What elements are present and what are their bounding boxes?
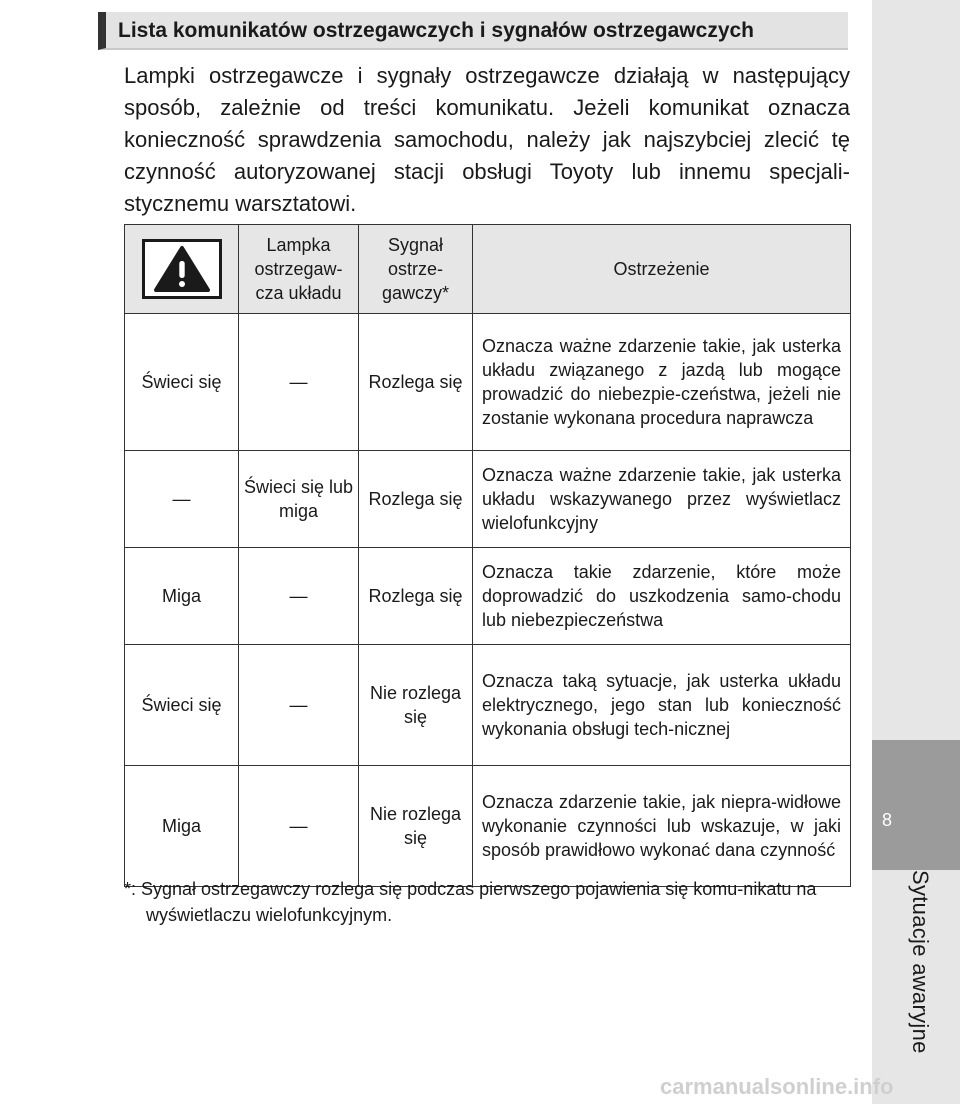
intro-paragraph: Lampki ostrzegawcze i sygnały ostrzegawcze działają w następujący sposób, zależnie od treści komunikatu. Jeżeli komunikat oznacza konieczność sprawdzenia samochodu, należy jak najszybciej zlecić tę czynność autoryzowanej stacji obsługi Toyoty lub innemu specjali-stycznemu warsztatowi. (124, 63, 850, 216)
cell-lamp-state: — (239, 766, 359, 887)
cell-signal-state: Nie rozlega się (359, 645, 473, 766)
section-title: Lista komunikatów ostrzegawczych i sygnałów ostrzegawczych (98, 12, 848, 50)
header-icon-cell (125, 225, 239, 314)
cell-signal-state: Rozlega się (359, 451, 473, 548)
warning-triangle-icon (142, 239, 222, 299)
cell-icon-state: Świeci się (125, 314, 239, 451)
cell-signal-state: Rozlega się (359, 314, 473, 451)
table-row (125, 314, 851, 451)
cell-signal-state: Nie rozlega się (359, 766, 473, 887)
header-warning: Ostrzeżenie (473, 225, 851, 314)
chapter-title: Sytuacje awaryjne (908, 870, 933, 1054)
watermark: carmanualsonline.info (660, 1074, 894, 1099)
cell-lamp-state: — (239, 548, 359, 645)
cell-icon-state: Świeci się (125, 645, 239, 766)
cell-icon-state: Miga (125, 766, 239, 887)
table-row (125, 548, 851, 645)
footnote: *: Sygnał ostrzegawczy rozlega się podczas pierwszego pojawienia się komu-nikatu na wyświetlaczu wielofunkcyjnym. (124, 879, 817, 925)
cell-lamp-state: Świeci się lub miga (239, 451, 359, 548)
cell-warning-text: Oznacza zdarzenie takie, jak niepra-widłowe wykonanie czynności lub wskazuje, w jaki sposób prawidłowo wykonać dana czynność (473, 766, 851, 887)
cell-icon-state: Miga (125, 548, 239, 645)
cell-signal-state: Rozlega się (359, 548, 473, 645)
warning-table (124, 224, 851, 887)
table-row (125, 451, 851, 548)
table-header-row (125, 225, 851, 314)
table-row (125, 645, 851, 766)
header-signal: Sygnał ostrze-gawczy* (359, 225, 473, 314)
cell-lamp-state: — (239, 645, 359, 766)
cell-warning-text: Oznacza ważne zdarzenie takie, jak usterka układu związanego z jazdą lub mogące prowadzić do niebezpie-czeństwa, jeżeli nie zostanie wykonana procedura naprawcza (473, 314, 851, 451)
cell-warning-text: Oznacza ważne zdarzenie takie, jak usterka układu wskazywanego przez wyświetlacz wielofunkcyjny (473, 451, 851, 548)
cell-warning-text: Oznacza takie zdarzenie, które może doprowadzić do uszkodzenia samo-chodu lub niebezpieczeństwa (473, 548, 851, 645)
header-lamp: Lampka ostrzegaw-cza układu (239, 225, 359, 314)
chapter-tab[interactable] (872, 740, 960, 870)
cell-lamp-state: — (239, 314, 359, 451)
table-row (125, 766, 851, 887)
chapter-number: 8 (882, 810, 893, 830)
cell-icon-state: — (125, 451, 239, 548)
cell-warning-text: Oznacza taką sytuacje, jak usterka układu elektrycznego, jego stan lub konieczność wykonania obsługi tech-nicznej (473, 645, 851, 766)
